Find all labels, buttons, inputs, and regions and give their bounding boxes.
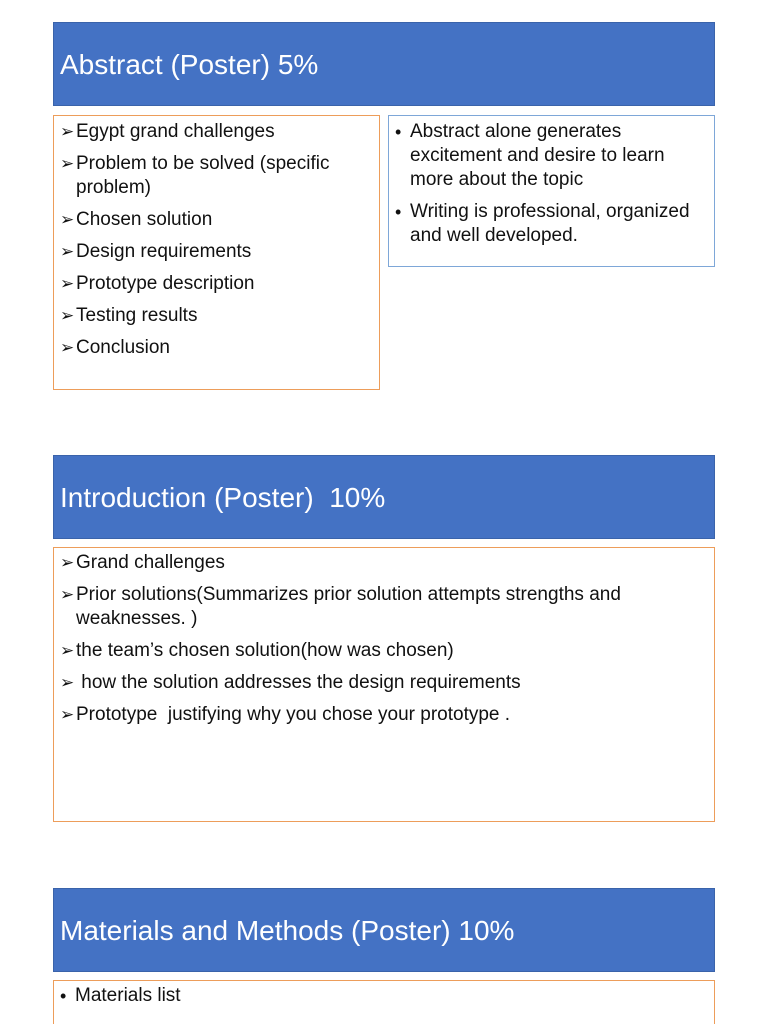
arrow-bullet-icon: ➢ <box>60 641 75 660</box>
list-item: ➢ Problem to be solved (specific problem) <box>60 153 335 198</box>
arrow-bullet-icon: ➢ <box>60 673 75 692</box>
arrow-bullet-icon: ➢ <box>60 338 75 357</box>
list-item: ➢ Conclusion <box>60 337 170 358</box>
list-item: ➢ Egypt grand challenges <box>60 121 275 142</box>
bullet-icon: • <box>60 986 67 1006</box>
arrow-bullet-icon: ➢ <box>60 210 75 229</box>
list-item: ➢ Chosen solution <box>60 209 213 230</box>
list-item: ➢ Prototype justifying why you chose your prototype . <box>60 704 511 725</box>
list-item: ➢ Prior solutions(Summarizes prior solution attempts strengths and weaknesses. ) <box>60 584 627 629</box>
list-item: ➢ how the solution addresses the design requirements <box>60 672 521 693</box>
arrow-bullet-icon: ➢ <box>60 154 75 173</box>
list-item: ➢ Testing results <box>60 305 198 326</box>
section-header-materials-methods: Materials and Methods (Poster) 10% <box>53 888 715 972</box>
arrow-bullet-icon: ➢ <box>60 553 75 572</box>
introduction-criteria-box <box>53 547 715 822</box>
arrow-bullet-icon: ➢ <box>60 274 75 293</box>
arrow-bullet-icon: ➢ <box>60 122 75 141</box>
abstract-criteria-box <box>53 115 380 390</box>
materials-methods-box <box>53 980 715 1024</box>
arrow-bullet-icon: ➢ <box>60 705 75 724</box>
section-header-abstract: Abstract (Poster) 5% <box>53 22 715 106</box>
bullet-icon: • <box>395 202 402 222</box>
arrow-bullet-icon: ➢ <box>60 585 75 604</box>
list-item: • Abstract alone generates excitement and desire to learn more about the topic <box>395 121 670 190</box>
list-item: ➢ Prototype description <box>60 273 255 294</box>
list-item: • Writing is professional, organized and well developed. <box>395 201 695 246</box>
list-item: ➢ Design requirements <box>60 241 252 262</box>
bullet-icon: • <box>395 122 402 142</box>
arrow-bullet-icon: ➢ <box>60 242 75 261</box>
list-item: ➢ Grand challenges <box>60 552 225 573</box>
list-item: ➢ the team’s chosen solution(how was chosen) <box>60 640 454 661</box>
arrow-bullet-icon: ➢ <box>60 306 75 325</box>
section-header-introduction: Introduction (Poster) 10% <box>53 455 715 539</box>
list-item: • Materials list <box>60 985 181 1006</box>
abstract-quality-box <box>388 115 715 267</box>
